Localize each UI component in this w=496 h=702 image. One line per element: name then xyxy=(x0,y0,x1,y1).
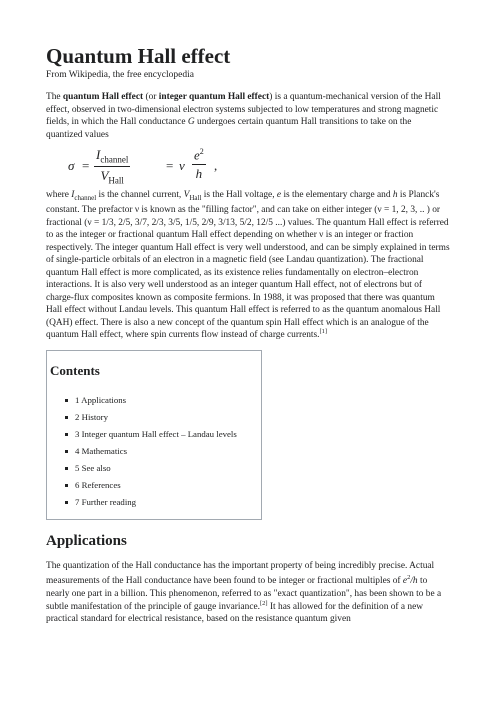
formula-equals-1: = xyxy=(82,158,90,173)
applications-paragraph: The quantization of the Hall conductance has the important property of being incredibly precise. Actual measurements of the Hall conductance have been found to be integer or fractional multiples of $e^2/h$ to nearly one part in a billion. This phenomenon, referred to as "exact quantization", has been shown to be a subtle manifestation of the principle of gauge invariance.[2] It has allowed for the definition of a new practical standard for electrical resistance, based on the resistance quantum given xyxy=(46,560,442,624)
toc-item-see-also[interactable]: 5 See also xyxy=(65,460,261,477)
toc-item-references[interactable]: 6 References xyxy=(65,477,261,494)
section-heading-applications: Applications xyxy=(46,532,127,549)
definitions-paragraph: where $I_{channel}$ is the channel current, $V_{Hall}$ is the Hall voltage, e is the elementary charge and h is Planck's constant. The prefactor ν is known as the "filling factor", and can take on either integer (ν = 1, 2, 3, .. ) or fractional (ν = 1/3, 2/5, 3/7, 2/3, 3/5, 1/5, 2/9, 3/13, 5/2, 12/5 ...) values. The quantum Hall effect is referred to as the integer or fractional quantum Hall effect depending on whether ν is an integer or fraction respectively. The integer quantum Hall effect is very well understood, and can be simply explained in terms of single-particle orbitals of an electron in a magnetic field (see Landau quantization). The fractional quantum Hall effect is more complicated, as its existence relies fundamentally on electron–electron interactions. It is also very well understood as an integer quantum Hall effect, not of electrons but of charge-flux composites known as composite fermions. In 1988, it was proposed that there was quantum Hall effect without Landau levels. This quantum Hall effect is referred to as the quantum anomalous Hall (QAH) effect. There is also a new concept of the quantum spin Hall effect which is an analogue of the quantum Hall effect, where spin currents flow instead of charge currents.[1] xyxy=(46,190,450,341)
bold-term-quantum-hall-effect: quantum Hall effect xyxy=(62,92,144,102)
lead-paragraph: The quantum Hall effect (or integer quantum Hall effect) is a quantum-mechanical version of the Hall effect, observed in two-dimensional electron systems subjected to low temperatures and strong magnetic fields, in which the Hall conductance G undergoes certain quantum Hall transitions to take on the quantized values xyxy=(46,92,441,140)
toc-title: Contents xyxy=(50,362,100,378)
tagline: From Wikipedia, the free encyclopedia xyxy=(46,70,194,80)
conductance-formula xyxy=(68,147,450,186)
toc-item-history[interactable]: 2 History xyxy=(65,409,261,426)
reference-link-1[interactable]: [1] xyxy=(319,328,328,336)
toc-item-integer-qhe[interactable]: 3 Integer quantum Hall effect – Landau levels xyxy=(65,426,261,443)
formula-fraction-current-voltage: $I_{channel}$ $V_{Hall}$ xyxy=(96,147,129,186)
formula-equals-2: = xyxy=(166,158,174,173)
formula-nu: ν xyxy=(179,158,185,173)
formula-sigma: σ xyxy=(68,158,75,173)
toc-item-further-reading[interactable]: 7 Further reading xyxy=(65,494,261,511)
table-of-contents xyxy=(46,350,262,520)
toc-item-applications[interactable]: 1 Applications xyxy=(65,392,261,409)
reference-link-2[interactable]: [2] xyxy=(260,599,268,607)
formula-fraction-e2-h: $e^2$ h xyxy=(194,147,204,182)
article xyxy=(46,44,450,626)
formula-comma: , xyxy=(214,158,218,173)
page-title: Quantum Hall effect xyxy=(46,44,231,68)
bold-term-integer-quantum-hall-effect: integer quantum Hall effect xyxy=(158,92,270,102)
toc-list xyxy=(47,392,261,511)
toc-item-mathematics[interactable]: 4 Mathematics xyxy=(65,443,261,460)
